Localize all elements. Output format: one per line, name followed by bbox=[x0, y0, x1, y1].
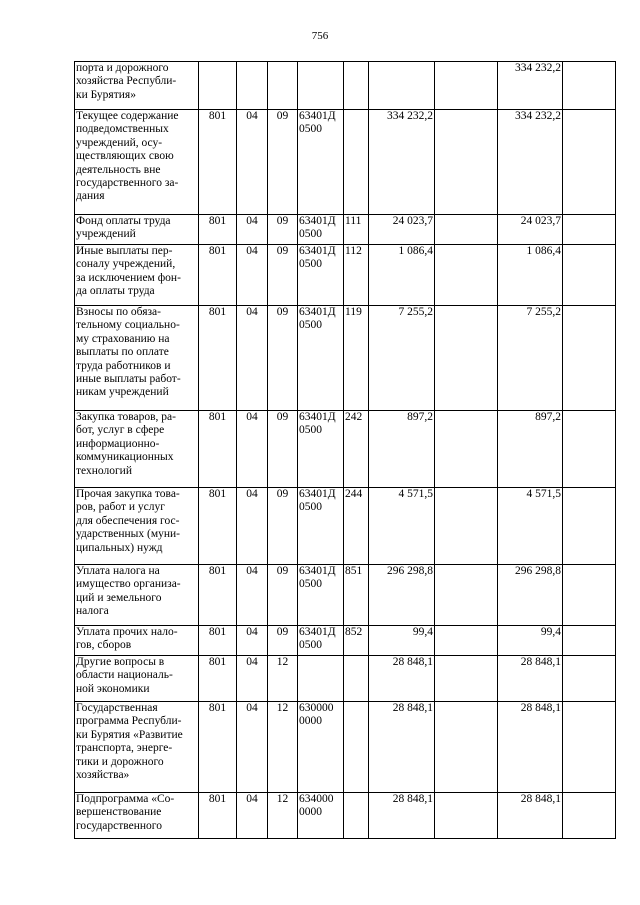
table-row bbox=[75, 306, 616, 411]
section-code-cell: 04 bbox=[237, 702, 268, 793]
row-name-cell: Прочая закупка това- ров, работ и услуг для обеспечения гос- ударственных (муни- ципальных) нужд bbox=[75, 488, 199, 565]
target-article-cell: 63401Д 0500 bbox=[298, 245, 344, 306]
grbs-code-cell: 801 bbox=[199, 656, 237, 702]
expense-type-cell: 851 bbox=[344, 565, 369, 626]
row-name-cell: Государственная программа Республи- ки Бурятия «Развитие транспорта, энерге- тики и дорожного хозяйства» bbox=[75, 702, 199, 793]
expense-type-cell: 852 bbox=[344, 626, 369, 656]
table-row bbox=[75, 656, 616, 702]
republic-amount-cell: 7 255,2 bbox=[498, 306, 563, 411]
subsection-code-cell: 12 bbox=[268, 793, 298, 839]
section-code-cell: 04 bbox=[237, 565, 268, 626]
subsection-code-cell: 12 bbox=[268, 656, 298, 702]
total-amount-cell: 28 848,1 bbox=[369, 702, 435, 793]
target-article-cell bbox=[298, 656, 344, 702]
target-article-cell: 63401Д 0500 bbox=[298, 306, 344, 411]
other-amount-cell bbox=[563, 488, 616, 565]
federal-amount-cell bbox=[435, 215, 498, 245]
subsection-code-cell: 09 bbox=[268, 245, 298, 306]
federal-amount-cell bbox=[435, 62, 498, 110]
grbs-code-cell: 801 bbox=[199, 702, 237, 793]
section-code-cell: 04 bbox=[237, 488, 268, 565]
target-article-cell: 63401Д 0500 bbox=[298, 411, 344, 488]
federal-amount-cell bbox=[435, 656, 498, 702]
expense-type-cell bbox=[344, 656, 369, 702]
grbs-code-cell: 801 bbox=[199, 110, 237, 215]
expense-type-cell: 111 bbox=[344, 215, 369, 245]
row-name-cell: Уплата прочих нало- гов, сборов bbox=[75, 626, 199, 656]
total-amount-cell: 1 086,4 bbox=[369, 245, 435, 306]
federal-amount-cell bbox=[435, 488, 498, 565]
section-code-cell: 04 bbox=[237, 656, 268, 702]
target-article-cell bbox=[298, 62, 344, 110]
federal-amount-cell bbox=[435, 626, 498, 656]
grbs-code-cell: 801 bbox=[199, 215, 237, 245]
republic-amount-cell: 24 023,7 bbox=[498, 215, 563, 245]
republic-amount-cell: 334 232,2 bbox=[498, 110, 563, 215]
row-name-cell: Подпрограмма «Со- вершенствование государственного bbox=[75, 793, 199, 839]
row-name-cell: Иные выплаты пер- соналу учреждений, за исключением фон- да оплаты труда bbox=[75, 245, 199, 306]
republic-amount-cell: 99,4 bbox=[498, 626, 563, 656]
federal-amount-cell bbox=[435, 306, 498, 411]
subsection-code-cell bbox=[268, 62, 298, 110]
other-amount-cell bbox=[563, 702, 616, 793]
target-article-cell: 63401Д 0500 bbox=[298, 626, 344, 656]
table-row bbox=[75, 215, 616, 245]
expense-type-cell: 242 bbox=[344, 411, 369, 488]
section-code-cell: 04 bbox=[237, 306, 268, 411]
row-name-cell: Другие вопросы в области националь- ной экономики bbox=[75, 656, 199, 702]
expense-type-cell bbox=[344, 793, 369, 839]
section-code-cell: 04 bbox=[237, 411, 268, 488]
other-amount-cell bbox=[563, 565, 616, 626]
grbs-code-cell: 801 bbox=[199, 245, 237, 306]
federal-amount-cell bbox=[435, 702, 498, 793]
total-amount-cell: 7 255,2 bbox=[369, 306, 435, 411]
table-row bbox=[75, 411, 616, 488]
federal-amount-cell bbox=[435, 565, 498, 626]
republic-amount-cell: 4 571,5 bbox=[498, 488, 563, 565]
total-amount-cell: 296 298,8 bbox=[369, 565, 435, 626]
section-code-cell: 04 bbox=[237, 215, 268, 245]
subsection-code-cell: 12 bbox=[268, 702, 298, 793]
subsection-code-cell: 09 bbox=[268, 626, 298, 656]
total-amount-cell: 99,4 bbox=[369, 626, 435, 656]
subsection-code-cell: 09 bbox=[268, 565, 298, 626]
republic-amount-cell: 1 086,4 bbox=[498, 245, 563, 306]
federal-amount-cell bbox=[435, 245, 498, 306]
row-name-cell: Закупка товаров, ра- бот, услуг в сфере информационно- коммуникационных технологий bbox=[75, 411, 199, 488]
expense-type-cell bbox=[344, 110, 369, 215]
page-number: 756 bbox=[311, 30, 329, 42]
total-amount-cell bbox=[369, 62, 435, 110]
target-article-cell: 63401Д 0500 bbox=[298, 565, 344, 626]
subsection-code-cell: 09 bbox=[268, 488, 298, 565]
target-article-cell: 634000 0000 bbox=[298, 793, 344, 839]
table-row bbox=[75, 62, 616, 110]
target-article-cell: 63401Д 0500 bbox=[298, 215, 344, 245]
other-amount-cell bbox=[563, 656, 616, 702]
subsection-code-cell: 09 bbox=[268, 110, 298, 215]
republic-amount-cell: 897,2 bbox=[498, 411, 563, 488]
subsection-code-cell: 09 bbox=[268, 215, 298, 245]
expense-type-cell bbox=[344, 702, 369, 793]
grbs-code-cell: 801 bbox=[199, 565, 237, 626]
total-amount-cell: 4 571,5 bbox=[369, 488, 435, 565]
expense-type-cell bbox=[344, 62, 369, 110]
row-name-cell: Текущее содержание подведомственных учреждений, осу- ществляющих свою деятельность вне государственного за- дания bbox=[75, 110, 199, 215]
table-row bbox=[75, 245, 616, 306]
republic-amount-cell: 28 848,1 bbox=[498, 656, 563, 702]
expense-type-cell: 244 bbox=[344, 488, 369, 565]
table-row bbox=[75, 793, 616, 839]
grbs-code-cell bbox=[199, 62, 237, 110]
expense-type-cell: 112 bbox=[344, 245, 369, 306]
grbs-code-cell: 801 bbox=[199, 411, 237, 488]
other-amount-cell bbox=[563, 626, 616, 656]
federal-amount-cell bbox=[435, 793, 498, 839]
target-article-cell: 63401Д 0500 bbox=[298, 110, 344, 215]
target-article-cell: 630000 0000 bbox=[298, 702, 344, 793]
grbs-code-cell: 801 bbox=[199, 488, 237, 565]
table-row bbox=[75, 488, 616, 565]
other-amount-cell bbox=[563, 245, 616, 306]
section-code-cell: 04 bbox=[237, 626, 268, 656]
other-amount-cell bbox=[563, 793, 616, 839]
table-row bbox=[75, 702, 616, 793]
grbs-code-cell: 801 bbox=[199, 793, 237, 839]
republic-amount-cell: 296 298,8 bbox=[498, 565, 563, 626]
other-amount-cell bbox=[563, 411, 616, 488]
section-code-cell: 04 bbox=[237, 110, 268, 215]
subsection-code-cell: 09 bbox=[268, 306, 298, 411]
total-amount-cell: 28 848,1 bbox=[369, 656, 435, 702]
section-code-cell: 04 bbox=[237, 245, 268, 306]
total-amount-cell: 28 848,1 bbox=[369, 793, 435, 839]
republic-amount-cell: 28 848,1 bbox=[498, 793, 563, 839]
target-article-cell: 63401Д 0500 bbox=[298, 488, 344, 565]
table-row bbox=[75, 626, 616, 656]
budget-table bbox=[74, 61, 616, 839]
other-amount-cell bbox=[563, 215, 616, 245]
federal-amount-cell bbox=[435, 110, 498, 215]
total-amount-cell: 897,2 bbox=[369, 411, 435, 488]
expense-type-cell: 119 bbox=[344, 306, 369, 411]
row-name-cell: Уплата налога на имущество организа- ций и земельного налога bbox=[75, 565, 199, 626]
row-name-cell: Взносы по обяза- тельному социально- му страхованию на выплаты по оплате труда работников и иные выплаты работ- никам учреждений bbox=[75, 306, 199, 411]
grbs-code-cell: 801 bbox=[199, 626, 237, 656]
federal-amount-cell bbox=[435, 411, 498, 488]
republic-amount-cell: 334 232,2 bbox=[498, 62, 563, 110]
row-name-cell: Фонд оплаты труда учреждений bbox=[75, 215, 199, 245]
subsection-code-cell: 09 bbox=[268, 411, 298, 488]
total-amount-cell: 24 023,7 bbox=[369, 215, 435, 245]
table-body bbox=[75, 62, 616, 839]
section-code-cell: 04 bbox=[237, 793, 268, 839]
table-row bbox=[75, 565, 616, 626]
other-amount-cell bbox=[563, 306, 616, 411]
section-code-cell bbox=[237, 62, 268, 110]
total-amount-cell: 334 232,2 bbox=[369, 110, 435, 215]
other-amount-cell bbox=[563, 62, 616, 110]
other-amount-cell bbox=[563, 110, 616, 215]
grbs-code-cell: 801 bbox=[199, 306, 237, 411]
table-row bbox=[75, 110, 616, 215]
row-name-cell: порта и дорожного хозяйства Республи- ки Бурятия» bbox=[75, 62, 199, 110]
republic-amount-cell: 28 848,1 bbox=[498, 702, 563, 793]
